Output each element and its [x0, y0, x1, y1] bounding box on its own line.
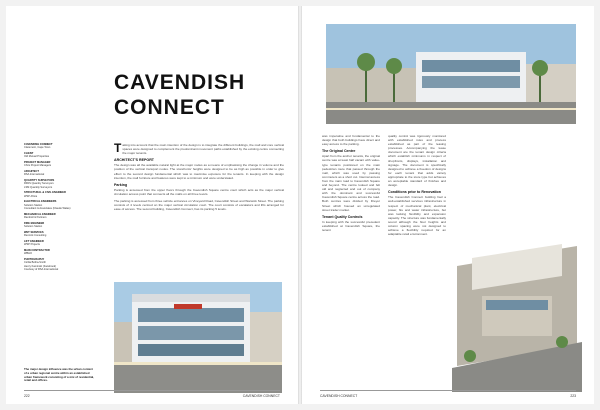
page-number-right: 223: [570, 394, 576, 398]
credit-role: PROJECT MANAGER: [24, 161, 51, 164]
credit-value: Rennick Consulting: [24, 234, 47, 238]
credit-item: [24, 170, 98, 177]
tenant-quality-heading: Tenant Quality Controls: [322, 214, 363, 219]
tenant-quality-text: In keeping with the successful precedent established at Cavendish Square, the tenant: [322, 219, 380, 232]
parking-text-1: Parking is accessed from the upper floors through the Cavendish Square centre court which acts as the major vertical circulation access point that connects all the malls on all three levels.: [114, 187, 284, 196]
credit-item: [24, 258, 98, 272]
credit-item: [24, 240, 98, 247]
left-page: [6, 6, 298, 404]
credit-role: ELECTRICAL ENGINEERS: [24, 200, 57, 204]
credit-item: [24, 179, 98, 189]
credit-value: WSP Africa: [24, 194, 38, 198]
original-centre-heading: The Original Centre: [322, 149, 356, 154]
credit-role: MECHANICAL ENGINEER: [24, 212, 56, 216]
credit-value: WBHO: [24, 252, 33, 256]
parking-text-2: The parking is accessed from three vehicle entrances on Vineyard Road, Cavendish Street and Warwick Street. The parking consists of 4 levels centred on the major vertical circulation court. The court consists of escalators and lifts arranged for ease of access. The second building, Cavendish Connect, has its parking 5 levels.: [114, 199, 284, 212]
photo-caption: The major design influence was the urban context of a urban regional centre within an established urban framework consisting of a mix of residential, retail and offices.: [24, 367, 95, 383]
credit-value: Solution Station Consultant & Associates (Claude Wales): [24, 203, 71, 211]
article-body-left: [114, 143, 284, 214]
facade-illustration: [114, 282, 282, 393]
credit-value: Cicilia Botha-Smith Henry Kaminski (Facebook) Courtesy of RSA International: [24, 261, 59, 272]
running-head-right: CAVENDISH CONNECT: [320, 394, 358, 398]
col3-quality-text: quality control was rigorously monitored with established rules and process established as part of the leasing processes. Accompanying the lease document are the tenant design criteria which establish minimums in respect of shopfronts, displays, installation and signage. The document is specifically designed to achieve a freedom of designs for each tenant that adds variety appropriate to the store type but achieves an acceptable standard of finishes and design.: [388, 134, 446, 188]
running-head-left: CAVENDISH CONNECT: [242, 394, 280, 398]
credit-item: [24, 231, 98, 238]
architects-report-heading: ARCHITECT'S REPORT: [114, 158, 154, 163]
credit-role: CAVENDISH CONNECT: [24, 143, 53, 146]
title-line-2: CONNECT: [114, 96, 225, 119]
credit-value: RPAS Quantity Surveyors LSM Quantity Surveyors: [24, 182, 54, 189]
credit-item: [24, 143, 98, 150]
credit-role: FIRE ENGINEER: [24, 221, 45, 225]
footer-rule: [24, 390, 280, 391]
credit-value: Chris Project Managers: [24, 164, 52, 168]
project-credits: [24, 143, 98, 274]
article-body-right-col2: [388, 134, 446, 239]
credit-role: QUANTITY SURVEYORS: [24, 179, 55, 182]
original-centre-text: Apart from the anchor tenants, the original centre was at least half vacant with value-type tenants positioned on the main pedestrian route that passed through the mall, which was used by passing commuters as a short cut. Internal access from the main road to Cavendish Square and beyond. The centre looked and felt old and neglected and out of company with the dominant and successful Cavendish Square centre across the road. Both centres were divided by Dreyer Street which housed an unregulated street trader market.: [322, 154, 380, 212]
aerial-render-photo: [452, 146, 582, 392]
intro-text: aking into account that the main intention of the design is to integrate the different buildings, the mall and core vertical spaces were designed to complement the predominant movement paths established by the existing centre connecting the major tenants.: [122, 143, 284, 156]
drop-cap: T: [114, 141, 122, 155]
credit-item: [24, 200, 98, 210]
credit-value: Ramboll & Partners: [24, 216, 47, 220]
credit-value: RSA International: [24, 173, 45, 177]
credit-item: [24, 213, 98, 220]
credit-role: ARCHITECT: [24, 170, 39, 173]
credit-value: Claremont, Cape Town: [24, 146, 51, 150]
credit-role: CLIENT: [24, 152, 34, 155]
page-number-left: 222: [24, 394, 30, 398]
article-body-right-col1: [322, 134, 380, 235]
right-page: [302, 6, 594, 404]
credit-item: [24, 191, 98, 198]
credit-role: MAIN CONTRACTOR: [24, 248, 50, 252]
credit-item: [24, 249, 98, 256]
credit-item: [24, 161, 98, 168]
col1-intro: was imperative and fundamental to the design that both buildings have direct and easy access to the parking.: [322, 134, 380, 147]
renovation-text: The Cavendish Connect building had a well-established services infrastructure in respect of mechanical plant, electrical power, fire and water infrastructure, but was lacking flexibility and expansion capacity. The structure was fundamentally sound although the floor heights and column spacing were not designed to achieve a flexibility required for an adaptable retail environment.: [388, 195, 446, 237]
title-line-1: CAVENDISH: [114, 71, 246, 94]
credit-value: Solution Station: [24, 225, 43, 229]
credit-item: [24, 152, 98, 159]
article-title: [114, 70, 245, 120]
credit-role: PHOTOGRAPHY: [24, 257, 45, 261]
credit-role: LIFT ENGINEER: [24, 239, 44, 243]
credit-value: WSP Projects: [24, 243, 40, 247]
building-facade-photo: [114, 282, 282, 393]
intro-paragraph: [114, 143, 284, 155]
credit-role: WET SERVICES: [24, 230, 44, 234]
architects-report-text: The design was all the available natural light at the major nodes as a means of emphasising the change in volume and the position of the vertical transport nodes. The storefronts' heights were designed to be as high as possible in order to give effect to the second design fundamental which was to maximise exposure for the tenants. In keeping with the design intention, the mall furniture and features were kept to a minimum and were understated.: [114, 163, 284, 180]
street-illustration: [326, 24, 576, 124]
credit-role: STRUCTURAL & CIVIL ENGINEER: [24, 191, 66, 195]
aerial-illustration: [452, 146, 582, 392]
credit-item: [24, 222, 98, 229]
renovation-heading: Conditions prior to Renovation: [388, 190, 441, 195]
credit-value: Old Mutual Properties: [24, 155, 50, 159]
parking-heading: Parking: [114, 182, 128, 187]
footer-rule: [320, 390, 576, 391]
street-view-photo: [326, 24, 576, 124]
